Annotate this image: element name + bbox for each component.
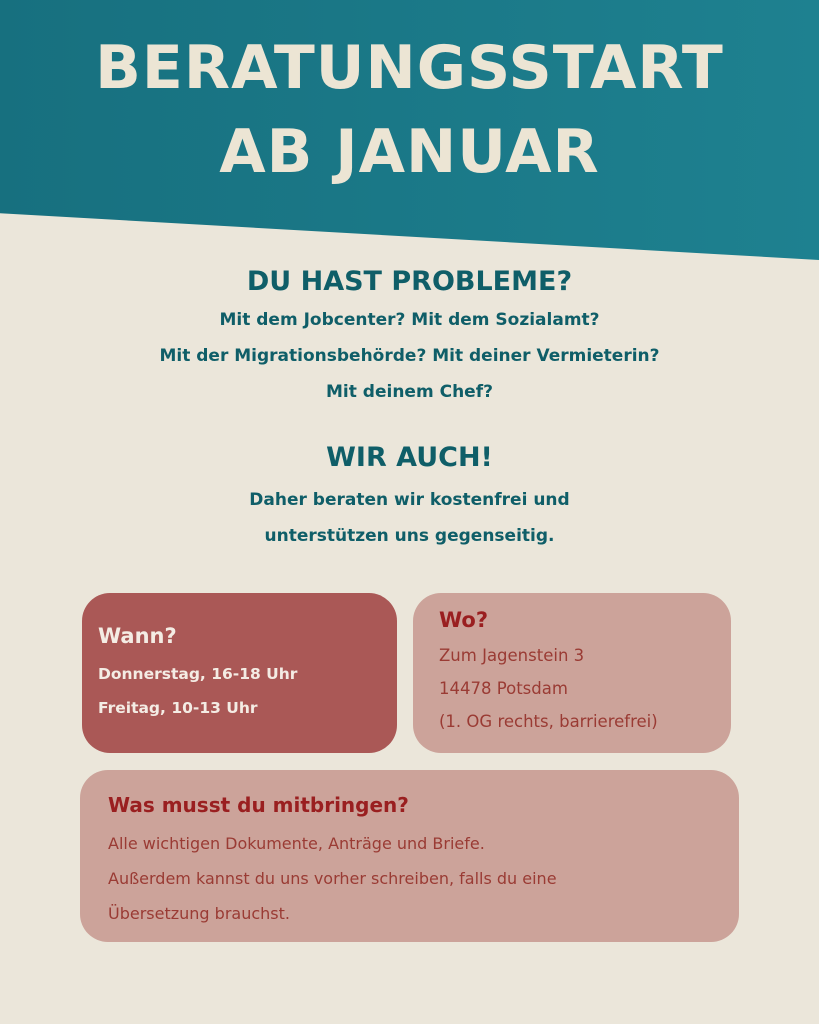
bring-box xyxy=(80,770,739,942)
intro-line: Mit der Migrationsbehörde? Mit deiner Vermieterin? xyxy=(159,346,660,366)
wir-auch-heading: WIR AUCH! xyxy=(326,442,493,473)
intro-line: Mit deinem Chef? xyxy=(326,382,493,402)
intro-section xyxy=(0,262,819,554)
when-line: Donnerstag, 16-18 Uhr xyxy=(98,665,298,683)
problem-heading: DU HAST PROBLEME? xyxy=(246,266,573,297)
when-box xyxy=(82,593,397,753)
bring-line: Alle wichtigen Dokumente, Anträge und Briefe. xyxy=(108,834,485,853)
where-heading: Wo? xyxy=(439,608,489,632)
where-line: 14478 Potsdam xyxy=(439,679,568,698)
where-line: Zum Jagenstein 3 xyxy=(439,646,585,665)
where-box xyxy=(413,593,731,753)
when-line: Freitag, 10-13 Uhr xyxy=(98,699,258,717)
bring-heading: Was musst du mitbringen? xyxy=(108,793,409,817)
intro-line: Mit dem Jobcenter? Mit dem Sozialamt? xyxy=(219,310,600,330)
title-line-1: BERATUNGSSTART xyxy=(95,33,724,103)
page-title xyxy=(0,26,819,194)
intro-line: Daher beraten wir kostenfrei und xyxy=(249,490,570,510)
where-line: (1. OG rechts, barrierefrei) xyxy=(439,712,658,731)
bring-line: Übersetzung brauchst. xyxy=(108,904,290,923)
when-heading: Wann? xyxy=(98,624,177,648)
intro-line: unterstützen uns gegenseitig. xyxy=(264,526,555,546)
bring-line: Außerdem kannst du uns vorher schreiben, falls du eine xyxy=(108,869,557,888)
title-line-2: AB JANUAR xyxy=(219,117,600,187)
